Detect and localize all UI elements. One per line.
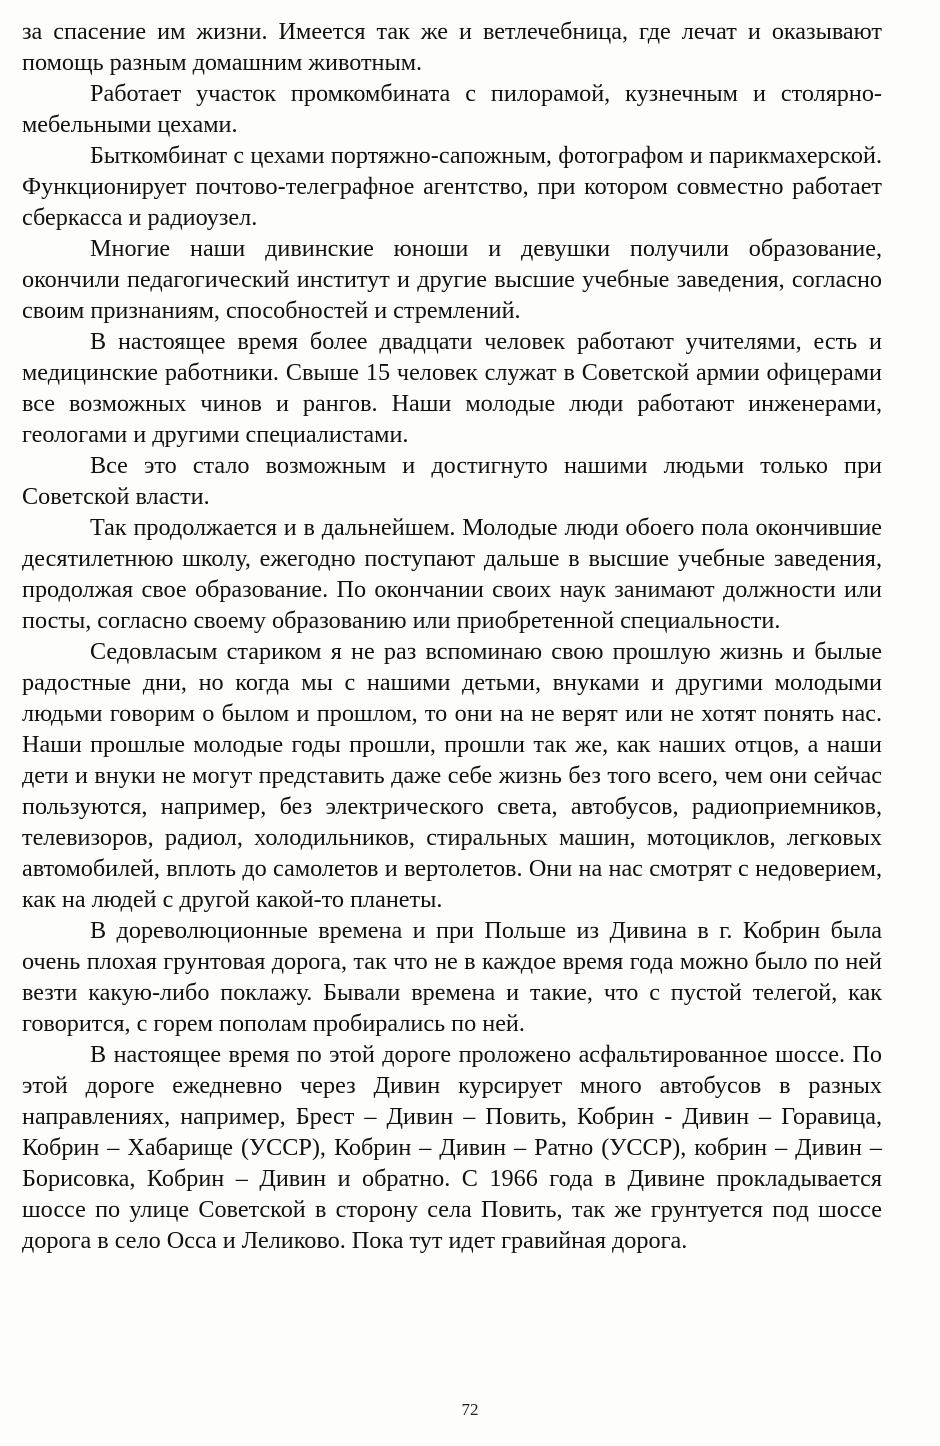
paragraph-5: В настоящее время более двадцати человек работают учителями, есть и медицинские работники. Свыше 15 человек служат в Советской армии офицерами все возможных чинов и рангов. Наши молодые люди работают инженерами, геологами и другими специалистами. xyxy=(22,328,882,448)
paragraph-6: Все это стало возможным и достигнуто нашими людьми только при Советской власти. xyxy=(22,452,882,510)
paragraph-7: Так продолжается и в дальнейшем. Молодые люди обоего пола окончившие десятилетнюю школу, ежегодно поступают дальше в высшие учебные заведения, продолжая свое образование. По окончании своих наук занимают должности или посты, согласно своему образованию или приобретенной специальности. xyxy=(22,514,882,634)
paragraph-3: Быткомбинат с цехами портяжно-сапожным, фотографом и парикмахерской. Функционирует почтово-телеграфное агентство, при котором совместно работает сберкасса и радиоузел. xyxy=(22,142,882,231)
paragraph-2: Работает участок промкомбината с пилорамой, кузнечным и столярно-мебельными цехами. xyxy=(22,80,882,138)
paragraph-1: за спасение им жизни. Имеется так же и ветлечебница, где лечат и оказывают помощь разным домашним животным. xyxy=(22,18,882,76)
paragraph-8: Седовласым стариком я не раз вспоминаю свою прошлую жизнь и былые радостные дни, но когда мы с нашими детьми, внуками и другими молодыми людьми говорим о былом и прошлом, то они на не верят или не хотят понять нас. Наши прошлые молодые годы прошли, прошли так же, как наших отцов, а наши дети и внуки не могут представить даже себе жизнь без того всего, чем они сейчас пользуются, например, без электрического света, автобусов, радиоприемников, телевизоров, радиол, холодильников, стиральных машин, мотоциклов, легковых автомобилей, вплоть до самолетов и вертолетов. Они на нас смотрят с недоверием, как на людей с другой какой-то планеты. xyxy=(22,638,882,913)
paragraph-4: Многие наши дивинские юноши и девушки получили образование, окончили педагогический институт и другие высшие учебные заведения, согласно своим признаниям, способностей и стремлений. xyxy=(22,235,882,324)
paragraph-9: В дореволюционные времена и при Польше из Дивина в г. Кобрин была очень плохая грунтовая дорога, так что не в каждое время года можно было по ней везти какую-либо поклажу. Бывали времена и такие, что с пустой телегой, как говорится, с горем пополам пробирались по ней. xyxy=(22,917,882,1037)
body-text xyxy=(22,16,882,1256)
page-number: 72 xyxy=(461,1400,479,1419)
paragraph-10: В настоящее время по этой дороге проложено асфальтированное шоссе. По этой дороге ежедневно через Дивин курсирует много автобусов в разных направлениях, например, Брест – Дивин – Повить, Кобрин - Дивин – Горавица, Кобрин – Хабарище (УССР), Кобрин – Дивин – Ратно (УССР), кобрин – Дивин – Борисовка, Кобрин – Дивин и обратно. С 1966 года в Дивине прокладывается шоссе по улице Советской в сторону села Повить, так же грунтуется под шоссе дорога в село Осса и Леликово. Пока тут идет гравийная дорога. xyxy=(22,1041,882,1254)
